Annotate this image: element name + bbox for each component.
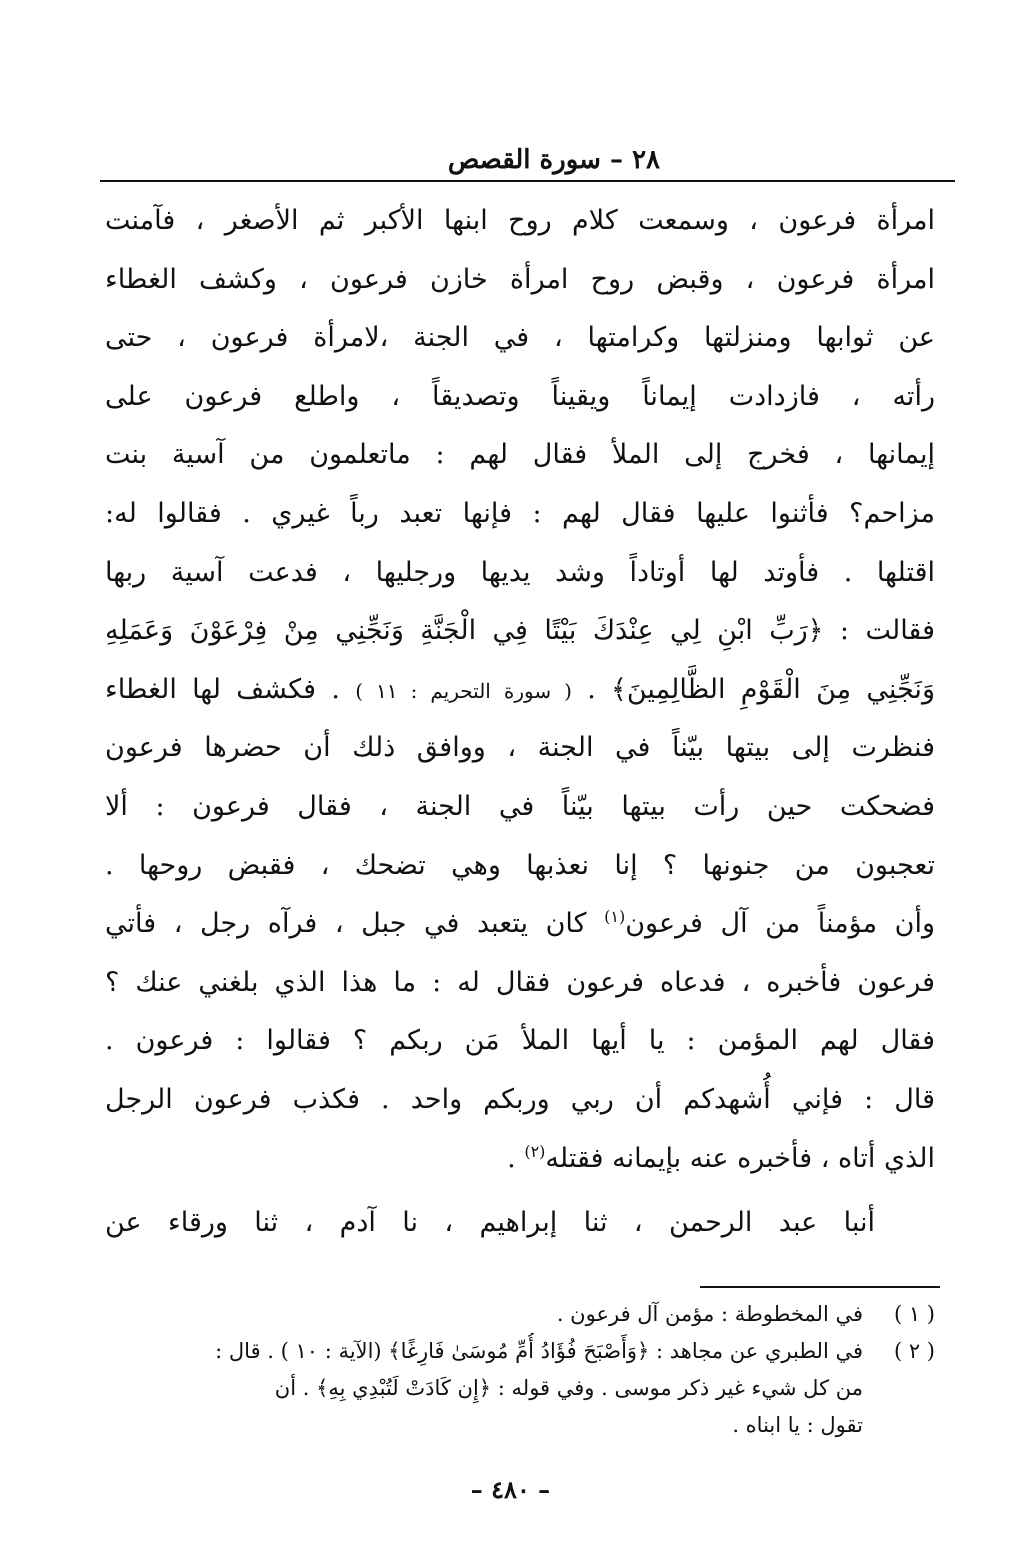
text-line: تعجبون من جنونها ؟ إنا نعذبها وهي تضحك ، فقبض روحها .: [105, 849, 935, 881]
text-line: امرأة فرعون ، وقبض روح امرأة خازن فرعون ، وكشف الغطاء: [105, 263, 935, 295]
text-line: اقتلها . فأوتد لها أوتاداً وشد يديها ورجليها ، فدعت آسية ربها: [105, 556, 935, 588]
footnote-separator: [700, 1286, 940, 1288]
text-line: فقال لهم المؤمن : يا أيها الملأ مَن ربكم ؟ فقالوا : فرعون .: [105, 1025, 935, 1057]
footnote-2-continued: تقول : يا ابناه .: [732, 1413, 863, 1437]
quran-verse-line: فقالت : ﴿رَبِّ ابْنِ لِي عِنْدَكَ بَيْتًا فِي الْجَنَّةِ وَنَجِّنِي مِنْ فِرْعَوْنَ وَعَمَلِهِ: [105, 615, 935, 647]
footnote-1: [100, 1296, 935, 1333]
text-segment: الذي أتاه ، فأخبره عنه بإيمانه فقتله: [545, 1142, 935, 1174]
page-header: [100, 138, 955, 182]
paragraph-start-line: أنبا عبد الرحمن ، ثنا إبراهيم ، نا آدم ، ثنا ورقاء عن: [105, 1207, 875, 1239]
footnote-ref-1[interactable]: (١): [604, 907, 626, 927]
footnote-2: [100, 1333, 935, 1370]
text-segment: كان يتعبد في جبل ، فرآه رجل ، فأتي: [105, 908, 587, 940]
surah-citation: ( سورة التحريم : ١١ ): [355, 678, 572, 703]
footnote-ref-2[interactable]: (٢): [524, 1141, 546, 1161]
footnote-number: ( ٢ ): [893, 1339, 935, 1363]
footnote-text: في الطبري عن مجاهد : ﴿وَأَصْبَحَ فُؤَادُ أُمِّ مُوسَىٰ فَارِغًا﴾ (الآية : ١٠ ) . قال :: [215, 1339, 863, 1363]
text-segment: .: [507, 1142, 516, 1174]
text-line: قال : فإني أُشهدكم أن ربي وربكم واحد . فكذب فرعون الرجل: [105, 1083, 935, 1115]
footnote-2-continued: من كل شيء غير ذكر موسى . وفي قوله : ﴿إِن كَادَتْ لَتُبْدِي بِهِ﴾ . أن: [274, 1376, 863, 1400]
text-line: إيمانها ، فخرج إلى الملأ فقال لهم : ماتعلمون من آسية بنت: [105, 439, 935, 471]
footnotes: [100, 1296, 935, 1444]
text-line: فنظرت إلى بيتها بيّناً في الجنة ، ووافق ذلك أن حضرها فرعون: [105, 732, 935, 764]
footnote-number: ( ١ ): [893, 1302, 935, 1326]
text-segment: . فكشف لها الغطاء: [105, 673, 340, 705]
page-number: – ٤٨٠ –: [470, 1475, 551, 1504]
footnote-text: في المخطوطة : مؤمن آل فرعون .: [556, 1302, 863, 1326]
text-line: مزاحم؟ فأثنوا عليها فقال لهم : فإنها تعبد رباً غيري . فقالوا له:: [105, 497, 935, 529]
header-rule: [100, 180, 955, 182]
main-text: [105, 192, 935, 1253]
quran-verse-end: وَنَجِّنِي مِنَ الْقَوْمِ الظَّالِمِينَ﴾ .: [587, 673, 935, 705]
text-segment: وأن مؤمناً من آل فرعون: [625, 908, 935, 940]
text-line: رأته ، فازدادت إيماناً ويقيناً وتصديقاً ، واطلع فرعون على: [105, 380, 935, 412]
text-line: امرأة فرعون ، وسمعت كلام روح ابنها الأكبر ثم الأصغر ، فآمنت: [105, 205, 935, 236]
running-title: ٢٨ – سورة القصص: [447, 145, 660, 175]
paragraph-last-line: [105, 1130, 935, 1189]
text-line: فرعون فأخبره ، فدعاه فرعون فقال له : ما هذا الذي بلغني عنك ؟: [105, 966, 935, 998]
text-line-with-citation: [105, 661, 935, 720]
text-line: فضحكت حين رأت بيتها بيّناً في الجنة ، فقال فرعون : ألا: [105, 790, 935, 822]
text-line: عن ثوابها ومنزلتها وكرامتها ، في الجنة ،لامرأة فرعون ، حتى: [105, 322, 935, 354]
text-line-with-footnote-ref: [105, 895, 935, 954]
